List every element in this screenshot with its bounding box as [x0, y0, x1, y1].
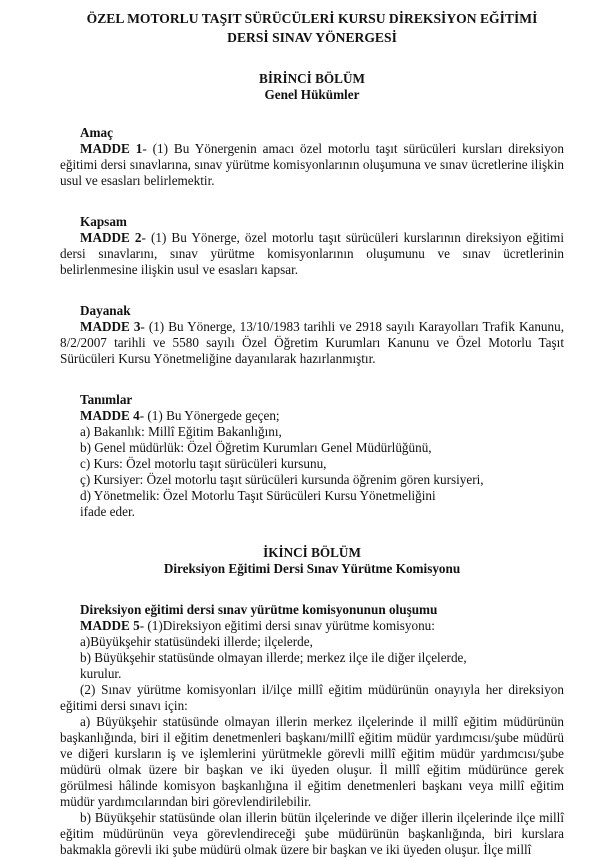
tanimlar-item-b: b) Genel müdürlük: Özel Öğretim Kurumları Genel Müdürlüğünü,: [80, 440, 432, 455]
tanimlar-item-cc: ç) Kursiyer: Özel motorlu taşıt sürücüleri kursunda öğrenim gören kursiyeri,: [80, 472, 484, 487]
olusum-paragraph-2a: a) Büyükşehir statüsünde olmayan illerin merkez ilçelerinde il millî eğitim müdürünün başkanlığında, biri il eğitim denetmenleri başkanı/millî eğitim müdür yardımcısı/şube müdürü ve diğeri kursların iş ve işlemlerini yürütmekle görevli millî eğitim müdür yardımcısı/şube müdürü olmak üzere bir başkan ve iki üyeden oluşur. İl millî eğitim müdürünce gerek görülmesi hâlinde komisyon başkanlığına il eğitim denetmenleri başkanı veya millî eğitim müdür yardımcılarından biri görevlendirilebilir.: [60, 714, 564, 809]
section-tanimlar: [60, 392, 564, 520]
dayanak-madde: MADDE 3: [80, 319, 141, 334]
amac-heading: Amaç: [80, 125, 113, 140]
amac-paragraph: [60, 141, 564, 189]
tanimlar-intro: [60, 408, 564, 424]
olusum-item-b: b) Büyükşehir statüsünde olmayan illerde; merkez ilçe ile diğer ilçelerde,: [80, 650, 467, 665]
kapsam-paragraph: [60, 230, 564, 278]
part1-subtitle: Genel Hükümler: [264, 87, 360, 102]
amac-text: - (1) Bu Yönergenin amacı özel motorlu taşıt sürücüleri kursları direksiyon eğitimi dersi sınavlarına, sınav yürütme komisyonlarının oluşumuna ve sınav ücretlerine ilişkin usul ve esasları belirlemektir.: [60, 141, 564, 188]
tanimlar-item-a: a) Bakanlık: Millî Eğitim Bakanlığını,: [80, 424, 282, 439]
document-title-line2: DERSİ SINAV YÖNERGESİ: [227, 30, 397, 45]
section-olusum: [60, 602, 564, 858]
amac-madde: MADDE 1: [80, 141, 143, 156]
tanimlar-item-c: c) Kurs: Özel motorlu taşıt sürücüleri kursunu,: [80, 456, 327, 471]
kapsam-madde: MADDE 2: [80, 230, 142, 245]
olusum-heading: Direksiyon eğitimi dersi sınav yürütme komisyonunun oluşumu: [80, 602, 438, 617]
part2-subtitle: Direksiyon Eğitimi Dersi Sınav Yürütme Komisyonu: [163, 561, 461, 576]
dayanak-paragraph: [60, 319, 564, 367]
olusum-paragraph-2b: b) Büyükşehir statüsünde olan illerin bütün ilçelerinde ve diğer illerin ilçelerinde ilçe millî eğitim müdürünün veya görevlendireceği şube müdürünün başkanlığında, biri kurslara bakmakla görevli iki şube müdürü olmak üzere bir başkan ve iki üyeden oluşur. İlçe millî: [60, 810, 564, 857]
olusum-kurulur: kurulur.: [80, 666, 122, 681]
olusum-madde: MADDE 5: [80, 618, 140, 633]
olusum-intro-text: - (1)Direksiyon eğitimi dersi sınav yürütme komisyonu:: [139, 618, 435, 633]
part1-title: BİRİNCİ BÖLÜM: [259, 71, 365, 86]
document-title-line1: ÖZEL MOTORLU TAŞIT SÜRÜCÜLERİ KURSU DİREKSİYON EĞİTİMİ: [86, 11, 538, 26]
dayanak-text: - (1) Bu Yönerge, 13/10/1983 tarihli ve 2918 sayılı Karayolları Trafik Kanunu, 8/2/2007 tarihli ve 5580 sayılı Özel Öğretim Kurumları Kanunu ve Özel Motorlu Taşıt Sürücüleri Kursu Yönetmeliğine dayanılarak hazırlanmıştır.: [60, 319, 564, 366]
olusum-item-a: a)Büyükşehir statüsündeki illerde; ilçelerde,: [80, 634, 313, 649]
tanimlar-intro-text: - (1) Bu Yönergede geçen;: [139, 408, 280, 423]
olusum-paragraph-2: (2) Sınav yürütme komisyonları il/ilçe millî eğitim müdürünün onayıyla her direksiyon eğitimi dersi sınavı için:: [60, 682, 564, 713]
tanimlar-closing: ifade eder.: [80, 504, 135, 519]
tanimlar-item-d: d) Yönetmelik: Özel Motorlu Taşıt Sürücüleri Kursu Yönetmeliğini: [80, 488, 436, 503]
olusum-intro: [60, 618, 564, 634]
section-kapsam: [60, 214, 564, 278]
dayanak-heading: Dayanak: [80, 303, 131, 318]
kapsam-text: - (1) Bu Yönerge, özel motorlu taşıt sürücüleri kurslarının direksiyon eğitimi dersi sınavlarını, sınav yürütme komisyonlarının oluşumunu ve sınav ücretlerinin belirlenmesine ilişkin usul ve esasları kapsar.: [60, 230, 564, 277]
section-dayanak: [60, 303, 564, 367]
section-amac: [60, 125, 564, 189]
tanimlar-madde: MADDE 4: [80, 408, 140, 423]
tanimlar-heading: Tanımlar: [80, 392, 133, 407]
kapsam-heading: Kapsam: [80, 214, 127, 229]
part2-title: İKİNCİ BÖLÜM: [263, 545, 361, 560]
